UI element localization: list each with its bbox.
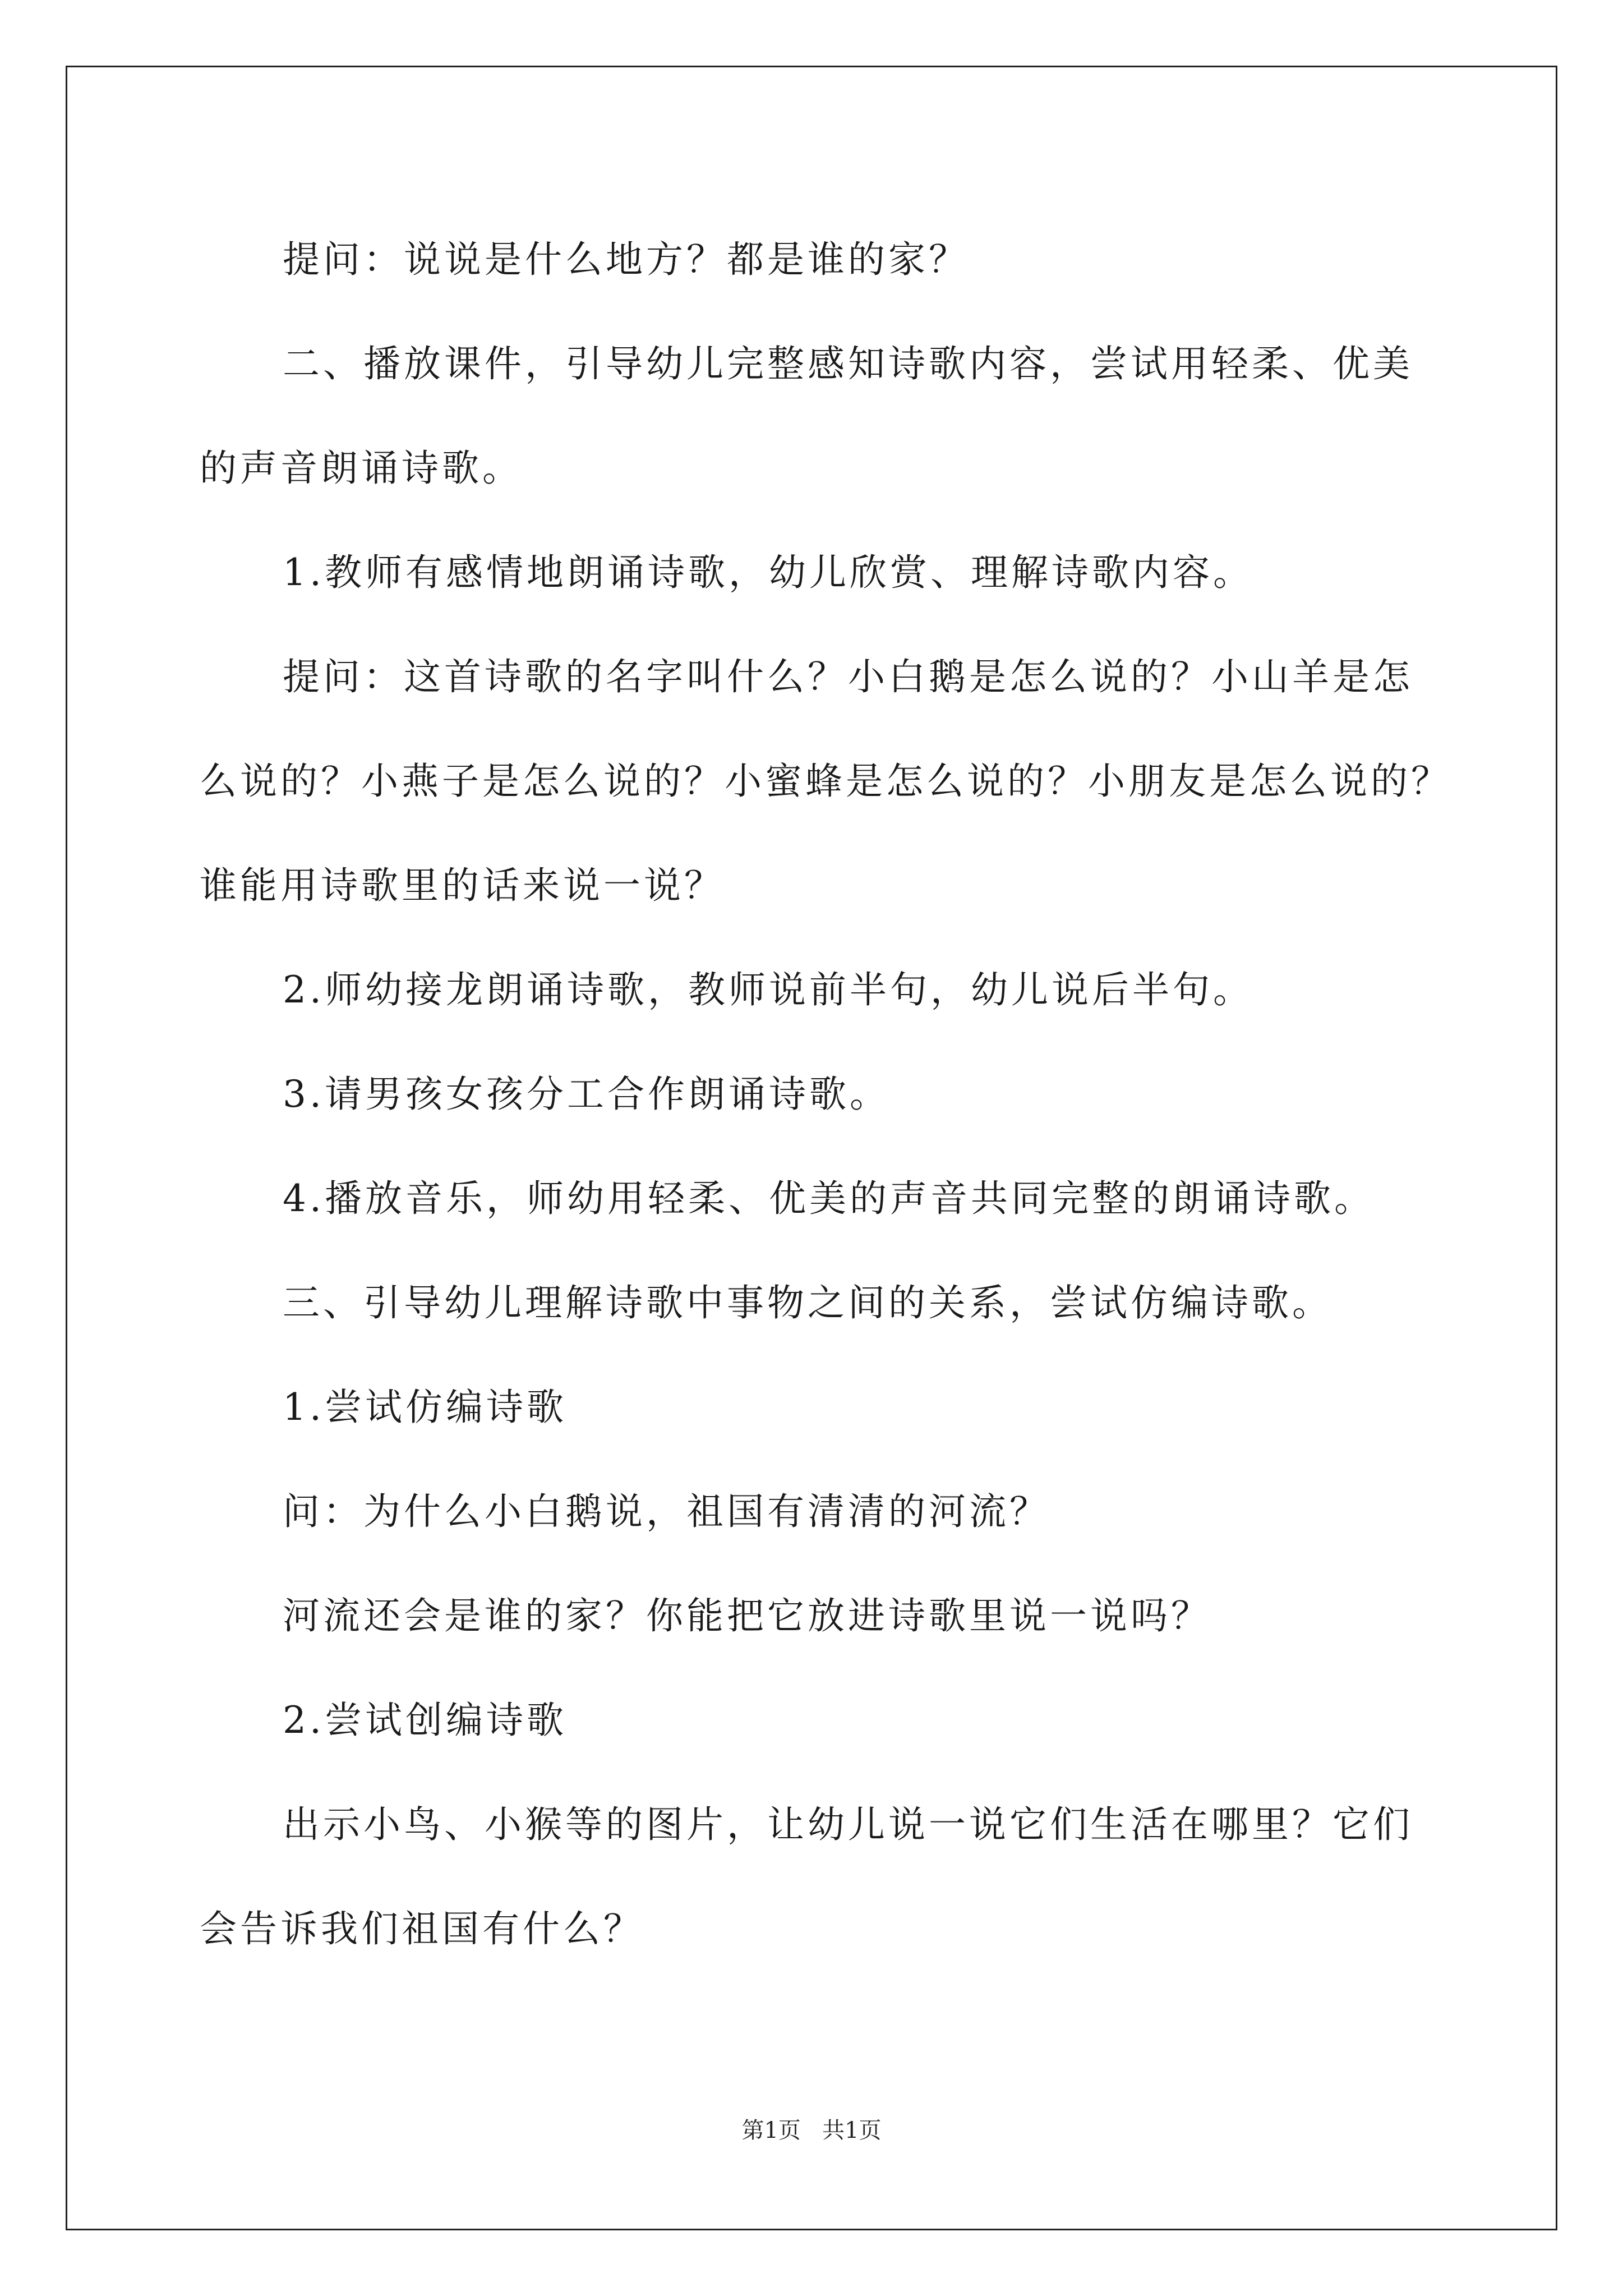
paragraph: 出示小鸟、小猴等的图片，让幼儿说一说它们生活在哪里？它们: [283, 1803, 1413, 1846]
paragraph: 提问：这首诗歌的名字叫什么？小白鹅是怎么说的？小山羊是怎: [283, 655, 1413, 698]
paragraph: 二、播放课件，引导幼儿完整感知诗歌内容，尝试用轻柔、优美: [283, 342, 1413, 385]
page-footer: 第1页 共1页: [741, 2118, 882, 2143]
paragraph: 河流还会是谁的家？你能把它放进诗歌里说一说吗？: [283, 1594, 1211, 1637]
paragraph: 2.尝试创编诗歌: [283, 1699, 567, 1742]
paragraph: 1.尝试仿编诗歌: [283, 1386, 567, 1429]
paragraph: 的声音朗诵诗歌。: [200, 447, 523, 490]
paragraph: 谁能用诗歌里的话来说一说？: [200, 864, 725, 907]
document-body: [200, 208, 1451, 1981]
paragraph: 问：为什么小白鹅说，祖国有清清的河流？: [283, 1490, 1050, 1533]
paragraph: 么说的？小燕子是怎么说的？小蜜蜂是怎么说的？小朋友是怎么说的？: [200, 760, 1451, 803]
paragraph: 提问：说说是什么地方？都是谁的家？: [283, 238, 969, 281]
paragraph: 3.请男孩女孩分工合作朗诵诗歌。: [283, 1073, 890, 1116]
paragraph: 会告诉我们祖国有什么？: [200, 1907, 644, 1950]
paragraph: 4.播放音乐，师幼用轻柔、优美的声音共同完整的朗诵诗歌。: [283, 1177, 1375, 1220]
paragraph: 2.师幼接龙朗诵诗歌，教师说前半句，幼儿说后半句。: [283, 968, 1253, 1011]
paragraph: 三、引导幼儿理解诗歌中事物之间的关系，尝试仿编诗歌。: [283, 1281, 1332, 1324]
paragraph: 1.教师有感情地朗诵诗歌，幼儿欣赏、理解诗歌内容。: [283, 551, 1253, 594]
